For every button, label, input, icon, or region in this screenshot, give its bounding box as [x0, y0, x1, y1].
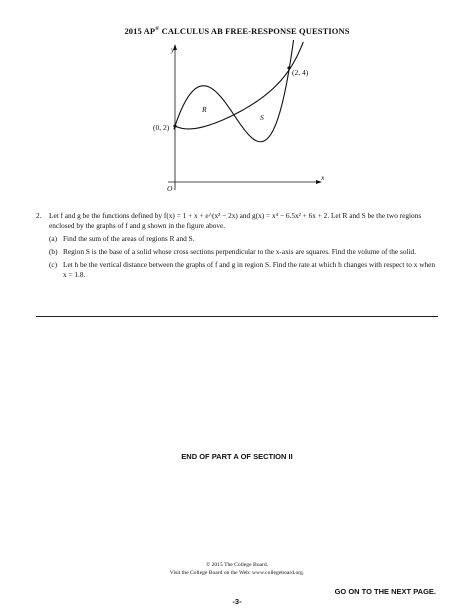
go-on-text: GO ON TO THE NEXT PAGE.: [334, 587, 436, 596]
point-right-label: (2, 4): [292, 68, 309, 77]
header-title-pre: 2015 AP: [124, 26, 156, 36]
problem-2: [36, 211, 440, 280]
part-a-text: Find the sum of the areas of regions R and S.: [63, 234, 195, 243]
footer-copyright: © 2015 The College Board.: [205, 562, 269, 568]
part-b-label: (b): [49, 247, 58, 256]
part-c: [49, 260, 440, 280]
part-a-label: (a): [49, 234, 58, 243]
divider-line: [36, 316, 438, 317]
part-c-label: (c): [49, 260, 58, 269]
y-axis-label: y: [171, 45, 175, 54]
problem-number: 2.: [36, 211, 42, 220]
problem-stem: Let f and g be the functions defined by f(x) = 1 + x + e^(x² − 2x) and g(x) = x⁴ − 6.5x² + 6x + 2. Let R and S be the two regions enclosed by the graphs of f and g shown in the figure above.: [49, 211, 422, 230]
page-number: -3-: [232, 597, 242, 606]
part-b: [49, 247, 440, 257]
end-of-part-text: END OF PART A OF SECTION II: [181, 452, 293, 461]
footer-visit: Visit the College Board on the Web: www.collegeboard.org.: [169, 570, 305, 576]
point-right-marker: [287, 66, 290, 69]
part-c-text: Let h be the vertical distance between the graphs of f and g in region S. Find the rate at which h changes with respect to x when x = 1.8.: [63, 260, 436, 279]
part-b-text: Region S is the base of a solid whose cross sections perpendicular to the x-axis are squares. Find the volume of the solid.: [63, 247, 417, 256]
registered-mark: ®: [155, 26, 160, 33]
curve-f: [175, 42, 303, 129]
x-axis-label: x: [321, 173, 325, 182]
region-r-label: R: [202, 105, 207, 114]
point-left-marker: [173, 124, 176, 127]
page-header: [0, 26, 474, 36]
axes: [168, 44, 322, 190]
header-title-post: CALCULUS AB FREE-RESPONSE QUESTIONS: [159, 26, 350, 36]
region-s-label: S: [260, 113, 264, 122]
origin-label: O: [167, 184, 173, 193]
part-a: [49, 234, 440, 244]
point-left-label: (0, 2): [153, 123, 170, 132]
problem-figure: [140, 40, 330, 198]
curve-g: [174, 40, 297, 142]
